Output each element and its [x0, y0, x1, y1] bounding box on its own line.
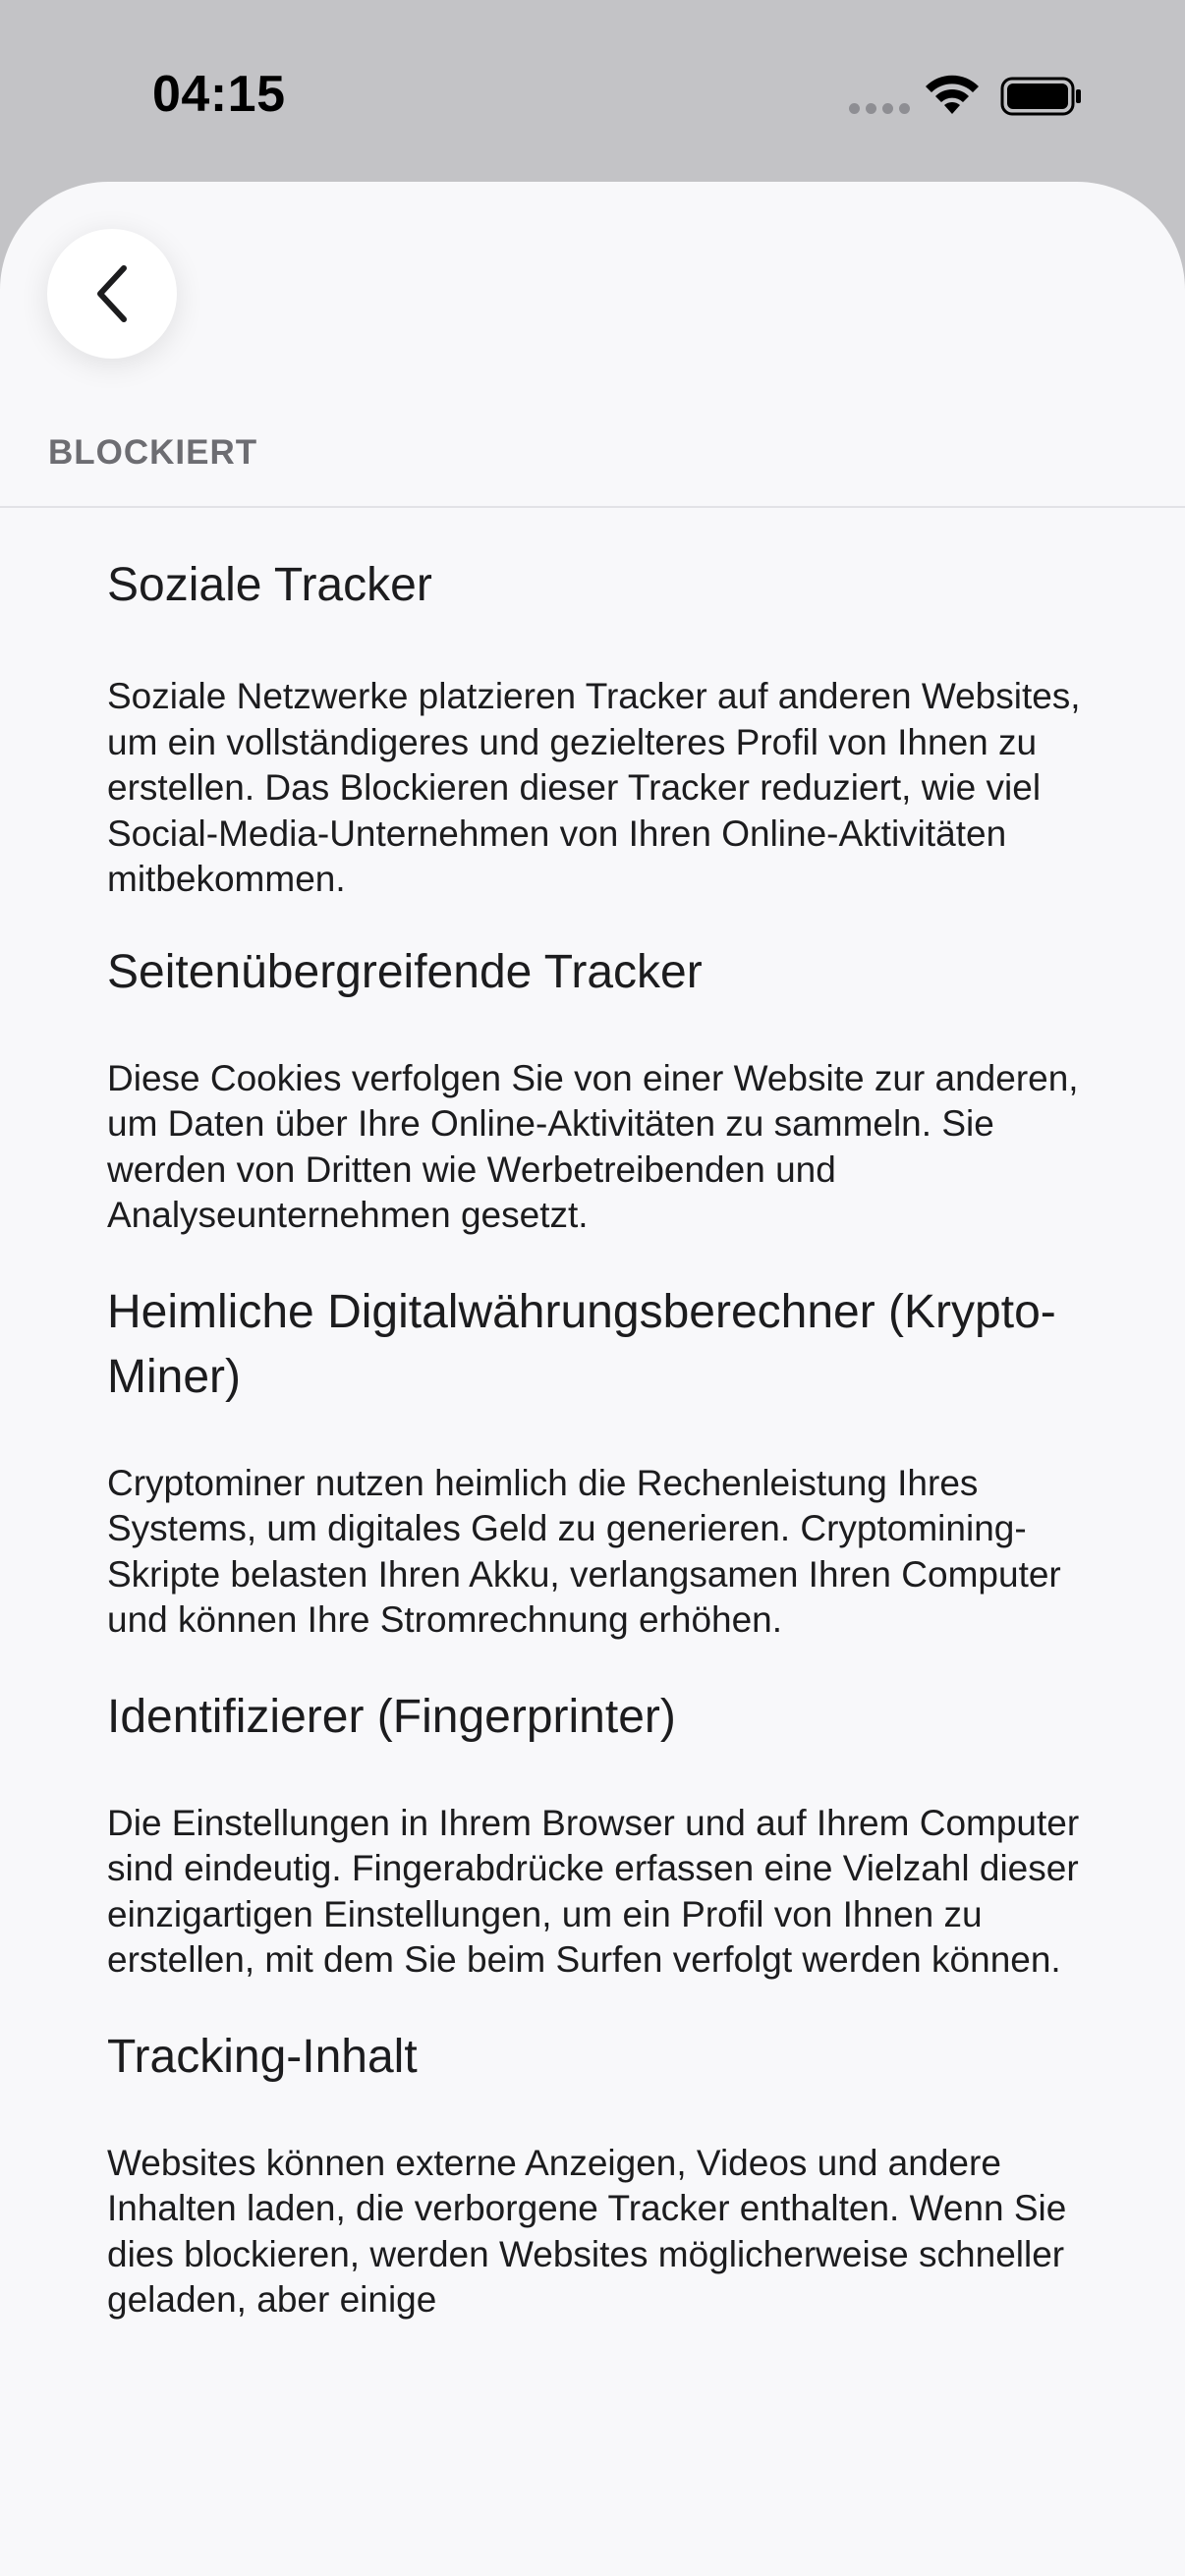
item-title: Tracking-Inhalt — [107, 2030, 418, 2083]
item-description: Die Einstellungen in Ihrem Browser und auf Ihrem Computer sind eindeutig. Fingerabdrücke erfassen eine Vielzahl dieser einzigartigen Einstellungen, um ein Profil von Ihnen zu erstellen, mit dem Sie beim Surfen verfolgt werden können. — [107, 1802, 1080, 1980]
item-title: Heimliche Digitalwährungsberechner (Krypto-Miner) — [107, 1285, 1056, 1403]
status-time: 04:15 — [152, 66, 286, 123]
chevron-left-icon — [90, 262, 134, 325]
list-item-fingerprinters — [107, 1685, 1090, 1984]
divider — [0, 506, 1185, 508]
item-title: Seitenübergreifende Tracker — [107, 945, 703, 998]
item-title: Identifizierer (Fingerprinter) — [107, 1690, 676, 1743]
list-item-social-trackers — [107, 553, 1090, 903]
wifi-icon — [924, 73, 981, 116]
item-description: Websites können externe Anzeigen, Videos und andere Inhalten laden, die verborgene Tracker enthalten. Wenn Sie dies blockieren, werden Websites möglicherweise schneller geladen, aber einige — [107, 2142, 1067, 2320]
item-description: Soziale Netzwerke platzieren Tracker auf anderen Websites, um ein vollständigeres und gezielteres Profil von Ihnen zu erstellen. Das Blockieren dieser Tracker reduziert, wie viel Social-Media-Unternehmen von Ihren Online-Aktivitäten mitbekommen. — [107, 676, 1081, 899]
battery-icon — [1000, 77, 1083, 116]
list-item-cross-site-trackers — [107, 940, 1090, 1239]
item-title: Soziale Tracker — [107, 559, 432, 611]
tracker-list — [107, 553, 1090, 2324]
item-description: Cryptominer nutzen heimlich die Rechenleistung Ihres Systems, um digitales Geld zu generieren. Cryptomining-Skripte belasten Ihren Akku, verlangsamen Ihren Computer und können Ihre Stromrechnung erhöhen. — [107, 1462, 1061, 1640]
item-description: Diese Cookies verfolgen Sie von einer Website zur anderen, um Daten über Ihre Online-Aktivitäten zu sammeln. Sie werden von Dritten wie Werbetreibenden und Analyseunternehmen gesetzt. — [107, 1057, 1079, 1235]
cellular-signal-icon — [849, 103, 910, 114]
list-item-cryptominers — [107, 1280, 1090, 1644]
list-item-tracking-content — [107, 2025, 1090, 2324]
section-header-blocked: BLOCKIERT — [48, 433, 258, 472]
back-button[interactable] — [47, 229, 177, 359]
settings-sheet — [0, 182, 1185, 2576]
status-bar — [0, 0, 1185, 187]
